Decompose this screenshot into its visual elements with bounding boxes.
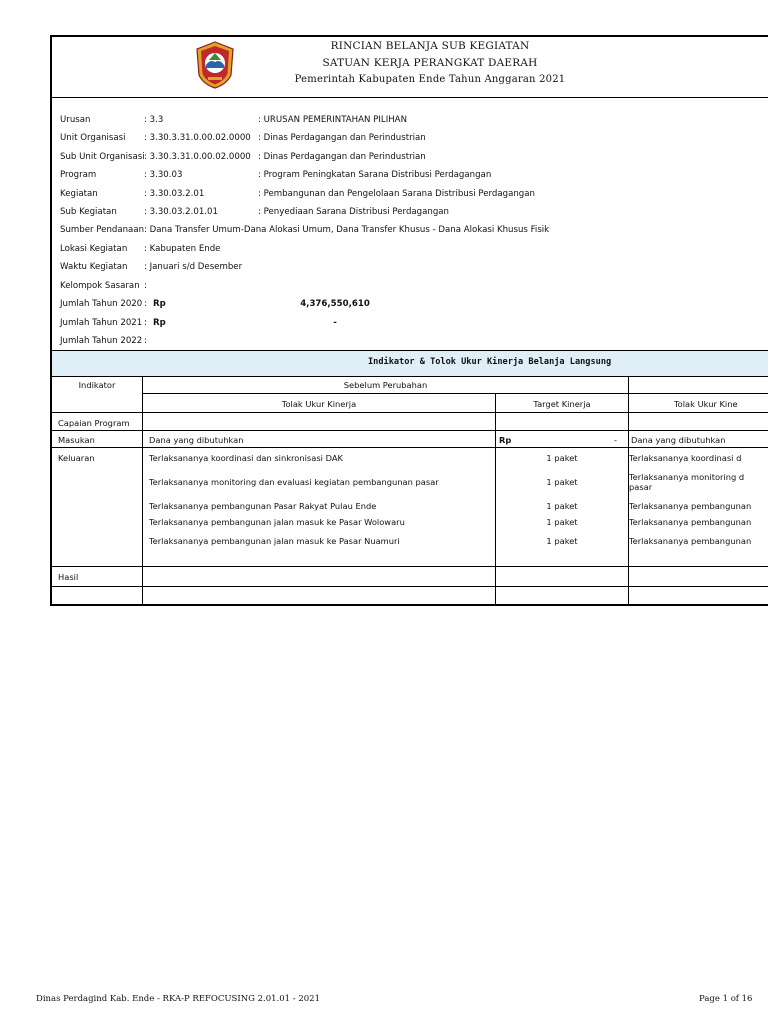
info-row	[60, 207, 760, 219]
info-code: : 3.30.03.2.01.01	[144, 207, 218, 217]
col-header-tolak-after: Tolak Ukur Kine	[674, 399, 738, 409]
info-row	[60, 115, 760, 127]
keluaran-after: Terlaksananya koordinasi d	[629, 453, 742, 463]
info-row	[60, 244, 760, 256]
col-divider-2	[495, 394, 496, 605]
col-header-target: Target Kinerja	[533, 399, 591, 409]
info-row	[60, 262, 760, 274]
capaian-label: Capaian Program	[58, 418, 130, 428]
page-title: RINCIAN BELANJA SUB KEGIATAN	[330, 40, 530, 52]
masukan-line	[50, 447, 768, 448]
jumlah-row	[60, 318, 760, 330]
jumlah-label: Jumlah Tahun 2020	[60, 299, 143, 309]
info-code: : Januari s/d Desember	[144, 262, 243, 273]
info-row	[60, 133, 760, 145]
keluaran-tolak: Terlaksananya koordinasi dan sinkronisasi DAK	[149, 453, 343, 463]
capaian-line	[50, 430, 768, 431]
info-code: :	[144, 280, 147, 291]
col-header-sebelum: Sebelum Perubahan	[343, 380, 428, 390]
keluaran-tolak: Terlaksananya pembangunan jalan masuk ke Pasar Wolowaru	[149, 517, 405, 527]
border-bottom	[50, 604, 768, 606]
col-header-tolak: Tolak Ukur Kinerja	[281, 399, 357, 409]
band-overflow	[738, 351, 768, 376]
keluaran-after: Terlaksananya pembangunan	[629, 517, 752, 527]
jumlah-separator: :	[144, 317, 147, 328]
jumlah-separator: :	[144, 299, 147, 309]
info-label: Unit Organisasi	[60, 133, 126, 144]
indikator-title: Indikator & Tolok Ukur Kinerja Belanja Langsung	[368, 357, 612, 367]
header-divider	[50, 97, 768, 98]
info-desc: : Penyediaan Sarana Distribusi Perdagangan	[258, 207, 450, 217]
keluaran-after-continued: pasar	[629, 482, 653, 492]
info-label: Lokasi Kegiatan	[60, 243, 128, 254]
hasil-line	[50, 586, 768, 587]
col-header-indikator: Indikator	[78, 380, 116, 390]
keluaran-after: Terlaksananya monitoring d	[629, 472, 745, 482]
jumlah-separator: :	[144, 336, 147, 346]
document-sheet	[50, 35, 768, 606]
border-left	[50, 35, 52, 606]
regency-emblem-icon	[195, 41, 235, 89]
info-desc: : Dinas Perdagangan dan Perindustrian	[258, 151, 426, 162]
info-code: : Dana Transfer Umum-Dana Alokasi Umum, Dana Transfer Khusus - Dana Alokasi Khusus Fisik	[144, 225, 550, 236]
keluaran-target: 1 paket	[546, 453, 578, 463]
jumlah-label: Jumlah Tahun 2022	[60, 336, 143, 346]
jumlah-label: Jumlah Tahun 2021	[60, 317, 143, 328]
masukan-after: Dana yang dibutuhkan	[631, 435, 726, 445]
info-desc: : Pembangunan dan Pengelolaan Sarana Distribusi Perdagangan	[258, 188, 535, 199]
info-code: : 3.30.03	[144, 170, 183, 181]
government-line: Pemerintah Kabupaten Ende Tahun Anggaran 2021	[294, 74, 566, 85]
info-row	[60, 189, 760, 201]
border-top	[50, 35, 768, 37]
jumlah-value: -	[333, 317, 337, 328]
info-label: Waktu Kegiatan	[60, 262, 128, 273]
info-code: : Kabupaten Ende	[144, 243, 221, 254]
info-label: Urusan	[60, 115, 91, 125]
keluaran-label: Keluaran	[58, 453, 95, 463]
info-label: Kegiatan	[60, 188, 98, 199]
info-code: : 3.30.3.31.0.00.02.0000	[144, 151, 251, 162]
masukan-label: Masukan	[58, 435, 95, 445]
info-row	[60, 281, 760, 293]
jumlah-currency: Rp	[153, 317, 166, 328]
footer-page-number: Page 1 of 16	[699, 994, 753, 1004]
info-code: : 3.30.3.31.0.00.02.0000	[144, 133, 251, 144]
info-row	[60, 170, 760, 182]
keluaran-target: 1 paket	[546, 477, 578, 487]
keluaran-tolak: Terlaksananya monitoring dan evaluasi kegiatan pembangunan pasar	[149, 477, 439, 487]
indikator-band-line	[50, 376, 768, 377]
keluaran-target: 1 paket	[546, 517, 578, 527]
keluaran-tolak: Terlaksananya pembangunan jalan masuk ke Pasar Nuamuri	[149, 536, 400, 546]
keluaran-line	[50, 566, 768, 567]
info-label: Program	[60, 170, 97, 181]
page-subtitle: SATUAN KERJA PERANGKAT DAERAH	[322, 57, 538, 69]
info-desc: : Dinas Perdagangan dan Perindustrian	[258, 133, 426, 144]
info-row	[60, 152, 760, 164]
info-code: : 3.30.03.2.01	[144, 188, 205, 199]
info-desc: : URUSAN PEMERINTAHAN PILIHAN	[258, 115, 407, 125]
jumlah-row	[60, 299, 760, 311]
jumlah-row	[60, 336, 760, 348]
keluaran-after: Terlaksananya pembangunan	[629, 501, 752, 511]
info-label: Sumber Pendanaan	[60, 225, 145, 236]
keluaran-target: 1 paket	[546, 501, 578, 511]
keluaran-target: 1 paket	[546, 536, 578, 546]
jumlah-value: 4,376,550,610	[300, 299, 370, 309]
info-label: Sub Kegiatan	[60, 207, 117, 217]
header-bottom-line	[50, 412, 768, 413]
jumlah-currency: Rp	[153, 299, 166, 309]
hasil-label: Hasil	[58, 572, 79, 582]
info-code: : 3.3	[144, 115, 164, 125]
masukan-currency: Rp	[499, 435, 512, 445]
info-desc: : Program Peningkatan Sarana Distribusi Perdagangan	[258, 170, 492, 181]
info-row	[60, 225, 760, 237]
keluaran-tolak: Terlaksananya pembangunan Pasar Rakyat Pulau Ende	[149, 501, 377, 511]
col-divider-1	[142, 376, 143, 605]
subheader-line	[143, 393, 768, 394]
masukan-target: -	[614, 435, 617, 445]
info-label: Kelompok Sasaran	[60, 280, 140, 291]
footer-left: Dinas Perdagind Kab. Ende - RKA-P REFOCUSING 2.01.01 - 2021	[36, 994, 320, 1004]
masukan-tolak: Dana yang dibutuhkan	[149, 435, 244, 445]
keluaran-after: Terlaksananya pembangunan	[629, 536, 752, 546]
info-label: Sub Unit Organisasi	[60, 151, 145, 162]
